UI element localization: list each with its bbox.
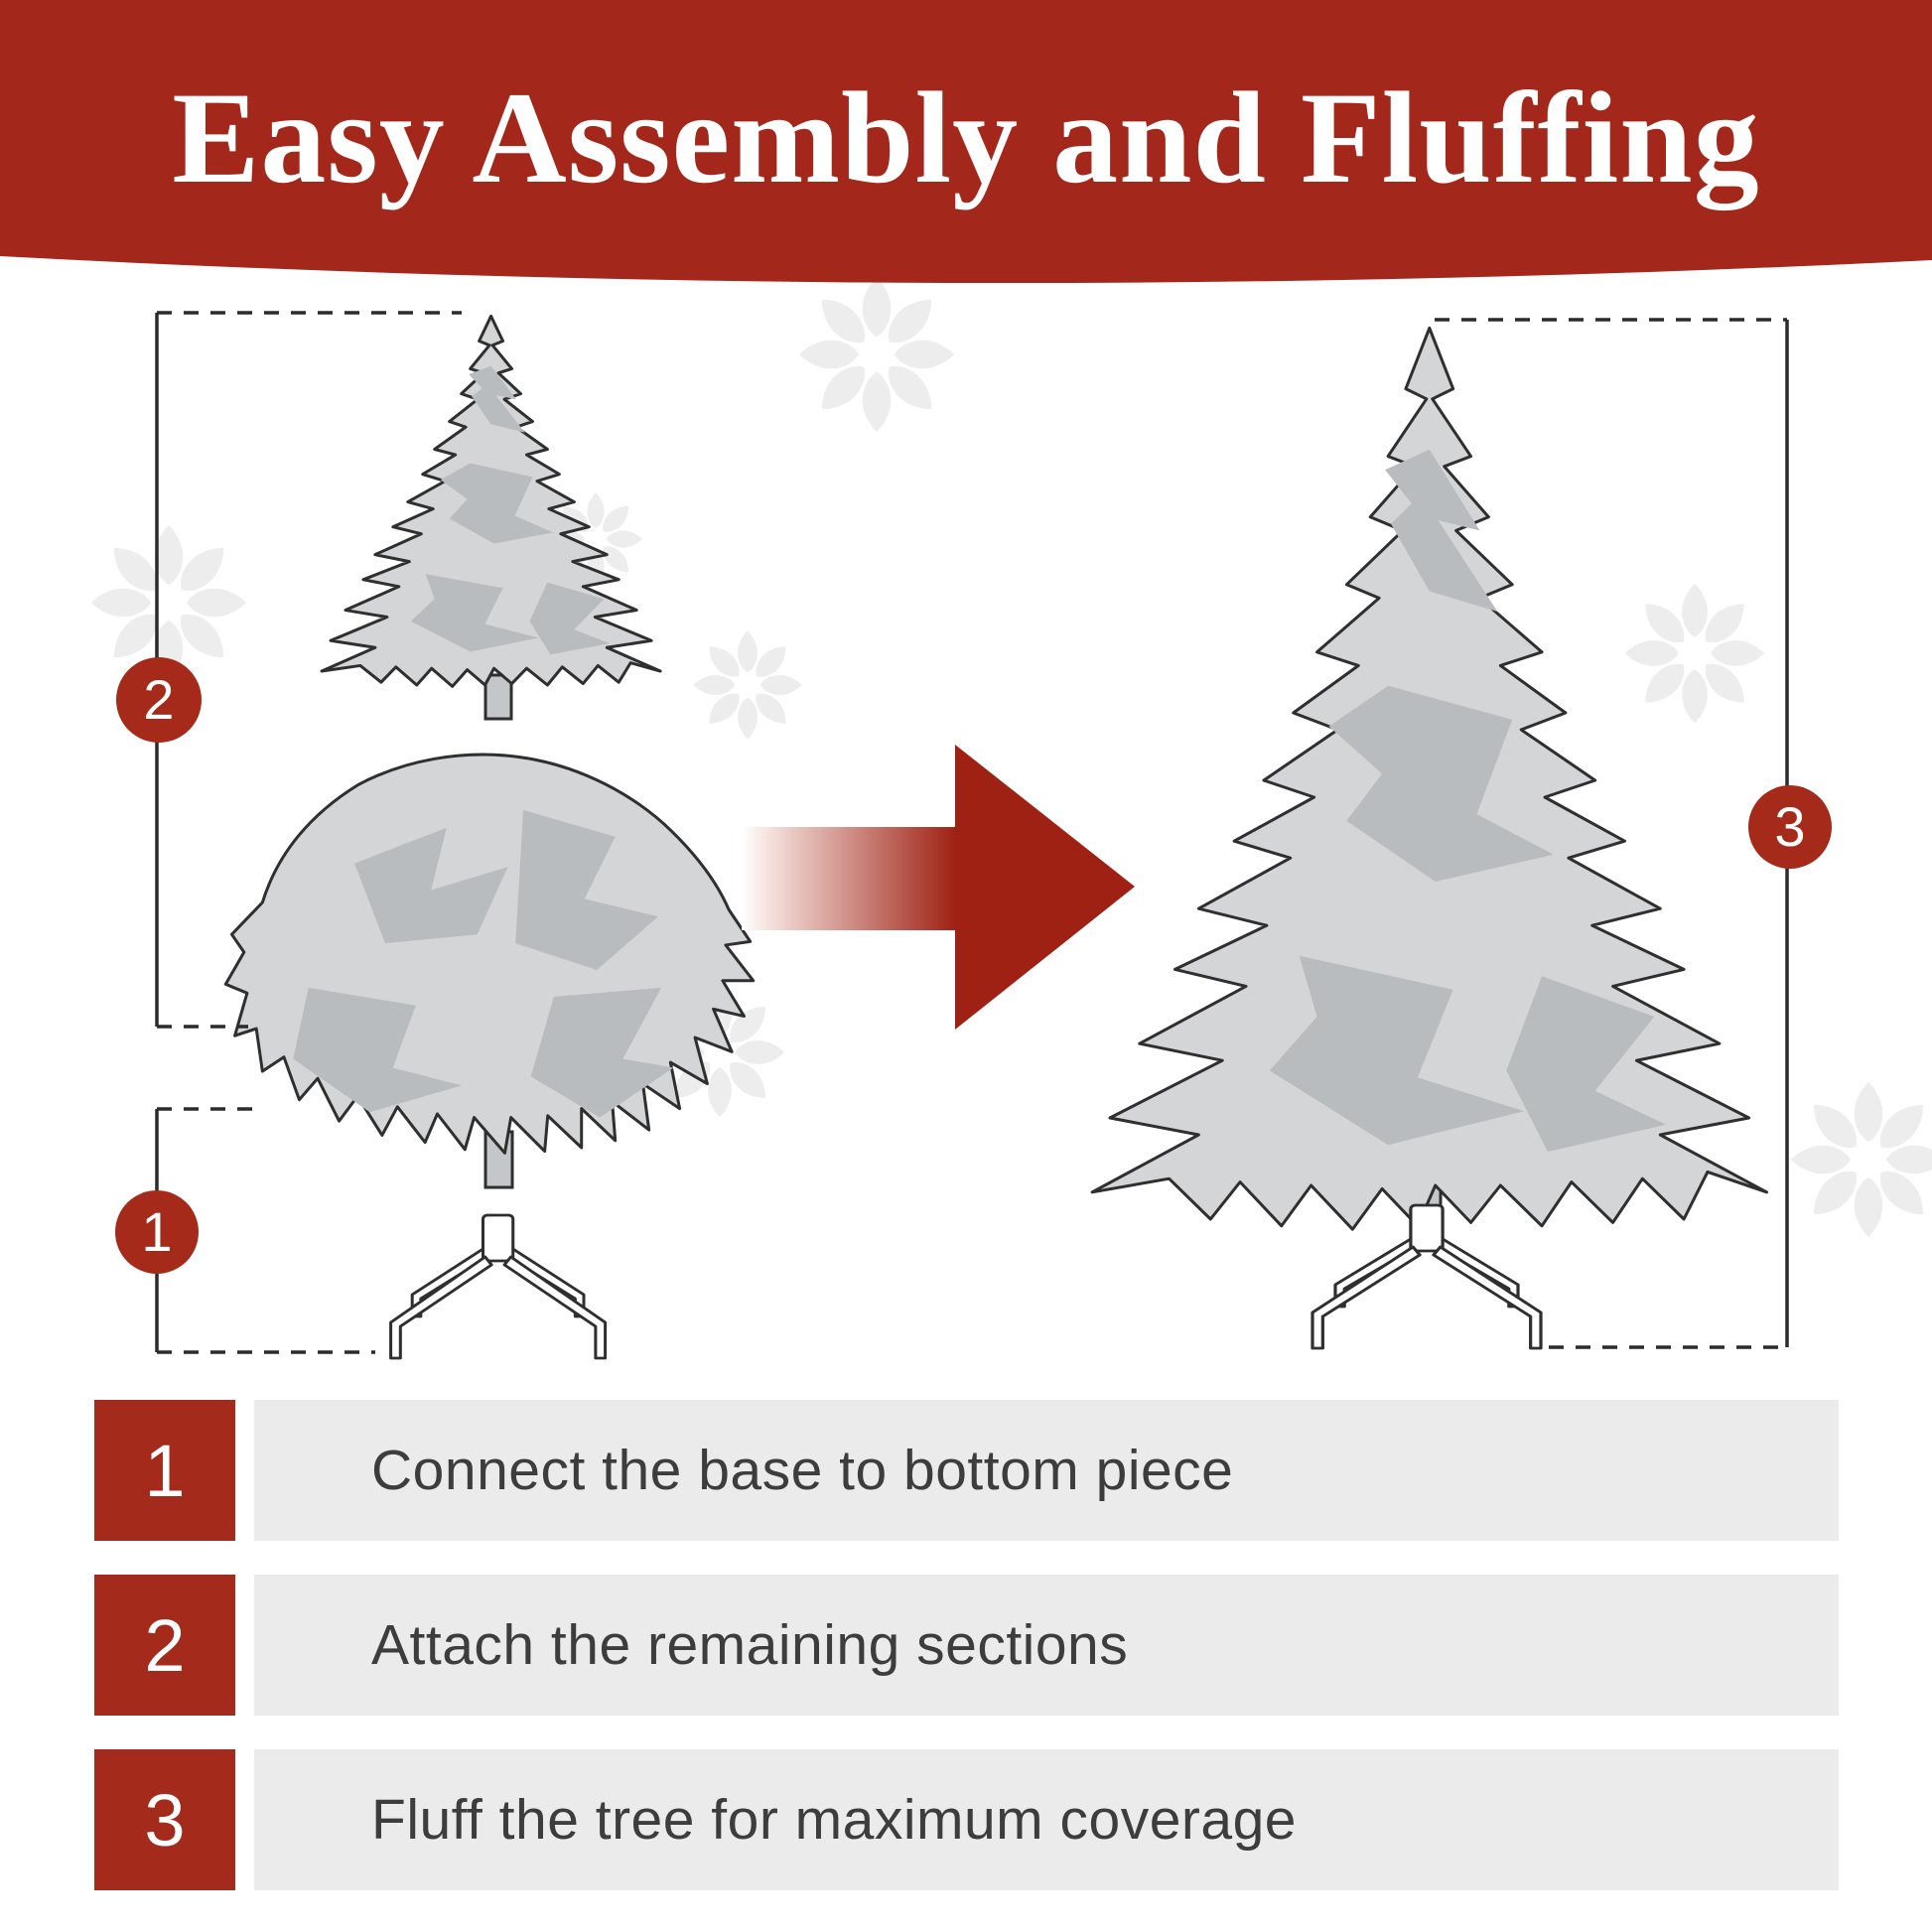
step-3-text: Fluff the tree for maximum coverage (371, 1788, 1297, 1852)
marker-3 (1748, 785, 1832, 869)
step-2-text: Attach the remaining sections (371, 1613, 1129, 1677)
step-3-bar (254, 1749, 1839, 1890)
transform-arrow-icon (742, 745, 1135, 1030)
marker-2-label: 2 (143, 668, 175, 731)
tree-stand-right (1312, 1205, 1541, 1348)
marker-2 (116, 657, 202, 743)
tree-stand-left (391, 1215, 606, 1358)
marker-1-label: 1 (141, 1200, 173, 1263)
step-1-badge: 1 (94, 1400, 235, 1541)
step-row-1 (94, 1400, 1845, 1541)
step-1-text: Connect the base to bottom piece (371, 1439, 1234, 1502)
snowflake-icon (1625, 584, 1764, 723)
tree-section-bottom (225, 755, 753, 1187)
step-row-3 (94, 1749, 1845, 1890)
marker-1 (115, 1190, 199, 1274)
step-2-badge: 2 (94, 1575, 235, 1716)
snowflake-icon (799, 277, 954, 432)
snowflake-icon (1791, 1082, 1932, 1237)
step-row-2 (94, 1575, 1845, 1716)
marker-3-label: 3 (1774, 795, 1806, 858)
step-3-badge: 3 (94, 1749, 235, 1890)
step-1-bar (254, 1400, 1839, 1541)
snowflake-icon (91, 525, 246, 680)
assembled-tree (1092, 328, 1766, 1229)
step-2-bar (254, 1575, 1839, 1716)
page-title: Easy Assembly and Fluffing (172, 65, 1760, 210)
snowflake-icon (693, 630, 801, 739)
